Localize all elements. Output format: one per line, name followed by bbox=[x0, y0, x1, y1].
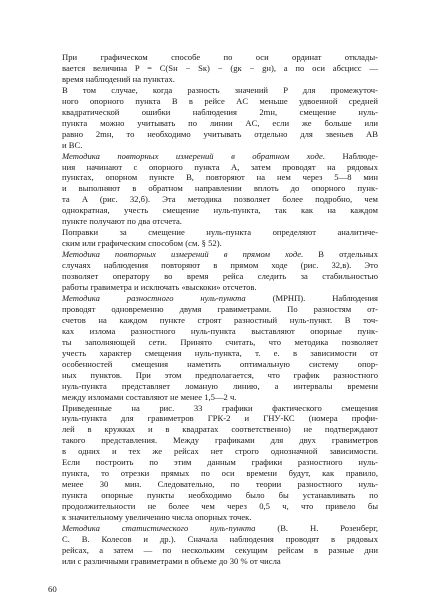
text-line bbox=[48, 479, 378, 490]
text-line bbox=[48, 304, 378, 315]
line-text: проводят одновременно двумя гравиметрами. По разностям от- bbox=[62, 303, 378, 314]
text-line bbox=[48, 260, 378, 271]
paragraph bbox=[48, 523, 378, 567]
text-line bbox=[48, 424, 378, 435]
line-text: С. В. Колесов и др.). Сначала наблюдения проводят в рядовых bbox=[62, 533, 378, 544]
line-text: ного опорного пункта B в рейсе AC меньше удвоенной средней bbox=[62, 95, 378, 106]
paragraph bbox=[48, 151, 378, 228]
line-text: время наблюдений на пунктах. bbox=[62, 73, 175, 84]
text-line bbox=[48, 183, 378, 194]
paragraph bbox=[48, 227, 378, 249]
text-line bbox=[48, 216, 378, 227]
text-line bbox=[48, 381, 378, 392]
italic-heading: Методика разностного нуль-пункта bbox=[62, 292, 246, 303]
text-line bbox=[48, 435, 378, 446]
line-text: (МРНП). Наблюдения bbox=[245, 292, 378, 303]
text-line bbox=[48, 413, 378, 424]
text-line bbox=[48, 52, 378, 63]
text-line bbox=[48, 534, 378, 545]
line-text: равно 2mн, то необходимо учитывать отдельно для звеньев AB bbox=[62, 128, 378, 139]
line-text: Наблюде- bbox=[325, 150, 378, 161]
line-text: квадратической ошибки наблюдения 2mн, смещение нуль- bbox=[62, 106, 378, 117]
paragraph bbox=[48, 293, 378, 403]
line-text: нуль-пункта представляет ломаную линию, а интервалы времени bbox=[62, 380, 378, 391]
italic-heading: Методика повторных измерений в обратном ходе. bbox=[62, 150, 325, 161]
line-text: особенностей смещения наметить оптимальную систему опор- bbox=[62, 358, 378, 369]
text-line bbox=[48, 271, 378, 282]
text-line bbox=[48, 63, 378, 74]
line-text: ты заполняющей сети. Принято считать, что методика позволяет bbox=[62, 336, 378, 347]
text-line bbox=[48, 392, 378, 403]
italic-heading: Методика статистического нуль-пункта bbox=[62, 522, 256, 533]
line-text: Если построить по этим данным графики разностного нуль- bbox=[62, 457, 378, 468]
body-text bbox=[48, 52, 378, 567]
text-line bbox=[48, 468, 378, 479]
line-text: При графическом способе по оси ординат отклады- bbox=[62, 52, 378, 62]
line-text: счетов на каждом пункте строят разностный нуль-пункт. В точ- bbox=[62, 314, 378, 325]
text-line bbox=[48, 151, 378, 162]
text-line bbox=[48, 96, 378, 107]
line-text: продолжительности не более чем через 0,5 ч, что привело бы bbox=[62, 501, 378, 512]
text-line bbox=[48, 107, 378, 118]
text-line bbox=[48, 457, 378, 468]
text-line bbox=[48, 326, 378, 337]
line-text: ных пунктов. При этом предполагается, что график разностного bbox=[62, 369, 378, 380]
paragraph bbox=[48, 249, 378, 293]
line-text: между изломами составляют не менее 1,5—2 ч. bbox=[62, 391, 237, 402]
line-text: ским или графическим способом (см. § 52). bbox=[62, 238, 222, 249]
text-line bbox=[48, 370, 378, 381]
text-line bbox=[48, 337, 378, 348]
text-line bbox=[48, 501, 378, 512]
line-text: (В. Н. Розенберг, bbox=[255, 522, 378, 533]
line-text: пункте получают по два отсчета. bbox=[62, 216, 182, 227]
line-text: и выполняют в обратном направлении вплоть до опорного пунк- bbox=[62, 183, 378, 194]
paragraph bbox=[48, 85, 378, 151]
text-line bbox=[48, 523, 378, 534]
line-text: работы гравиметра и исключать «выскоки» отсчетов. bbox=[62, 282, 257, 293]
line-text: позволяет оператору во время рейса следить за стабильностью bbox=[62, 271, 378, 282]
line-text: или с различными гравиметрами в объеме до 30 % от числа bbox=[62, 555, 281, 566]
line-text: пункта, то отрезки прямых по оси времени будут, как правило, bbox=[62, 468, 378, 479]
text-line bbox=[48, 85, 378, 96]
text-line bbox=[48, 227, 378, 238]
line-text: в одних и тех же рейсах нет строго однозначной зависимости. bbox=[62, 446, 378, 457]
line-text: пункта можно учитывать по линии AC, если же больше или bbox=[62, 117, 378, 128]
text-line bbox=[48, 293, 378, 304]
text-line bbox=[48, 205, 378, 216]
line-text: В том случае, когда разность значений P для промежуточ- bbox=[62, 84, 378, 95]
text-line bbox=[48, 249, 378, 260]
text-line bbox=[48, 194, 378, 205]
line-text: ния начинают с опорного пункта A, затем проводят на рядовых bbox=[62, 161, 378, 172]
text-line bbox=[48, 129, 378, 140]
page-number: 60 bbox=[48, 584, 57, 594]
line-text: к значительному увеличению числа опорных точек. bbox=[62, 512, 252, 523]
line-text: нуль-пункта для гравиметров ГРК-2 и ГНУ-КС (номера профи- bbox=[62, 413, 378, 424]
line-text: Приведенные на рис. 33 графики фактического смещения bbox=[62, 402, 378, 413]
line-text: и BC. bbox=[62, 139, 83, 150]
line-text: рейсах, а затем — по нескольким секущим рейсам в разные дни bbox=[62, 544, 378, 555]
line-text: пункта опорные пункты необходимо было бы устанавливать по bbox=[62, 490, 378, 501]
text-line bbox=[48, 545, 378, 556]
line-text: та A (рис. 32,б). Эта методика позволяет более подробно, чем bbox=[62, 194, 378, 205]
text-line bbox=[48, 446, 378, 457]
text-line bbox=[48, 490, 378, 501]
line-text: пунктах, опорном пункте B, повторяют на нем через 5—8 мин bbox=[62, 172, 378, 183]
text-line bbox=[48, 118, 378, 129]
line-text: менее 30 мин. Следовательно, по теории разностного нуль- bbox=[62, 479, 378, 490]
text-line bbox=[48, 238, 378, 249]
text-line bbox=[48, 403, 378, 414]
text-line bbox=[48, 162, 378, 173]
line-text: В отдельных bbox=[303, 249, 378, 260]
text-line bbox=[48, 74, 378, 85]
text-line bbox=[48, 512, 378, 523]
italic-heading: Методика повторных измерений в прямом ходе. bbox=[62, 249, 304, 260]
line-text: лей в кружках и в квадратах соответственно) не подтверждают bbox=[62, 424, 378, 435]
line-text: Поправки за смещение нуль-пункта определяют аналитиче- bbox=[62, 227, 378, 238]
line-text: случаях наблюдения повторяют в прямом ходе (рис. 32,в). Это bbox=[62, 260, 378, 271]
line-text: учесть характер смещения нуль-пункта, т. е. в зависимости от bbox=[62, 347, 378, 358]
line-text: вается величина P = C(Sн − Sк) − (gк − gн), а по оси абсцисс — bbox=[62, 62, 378, 73]
text-line bbox=[48, 315, 378, 326]
line-text: ках излома разностного нуль-пункта выставляют опорные пунк- bbox=[62, 325, 378, 336]
line-text: однократная, учесть смещение нуль-пункта, так как на каждом bbox=[62, 205, 378, 216]
line-text: такого представления. Между графиками для двух гравиметров bbox=[62, 435, 378, 446]
text-line bbox=[48, 282, 378, 293]
text-line bbox=[48, 359, 378, 370]
paragraph bbox=[48, 52, 378, 85]
paragraph bbox=[48, 403, 378, 523]
text-line bbox=[48, 348, 378, 359]
text-line bbox=[48, 556, 378, 567]
text-line bbox=[48, 140, 378, 151]
text-line bbox=[48, 172, 378, 183]
